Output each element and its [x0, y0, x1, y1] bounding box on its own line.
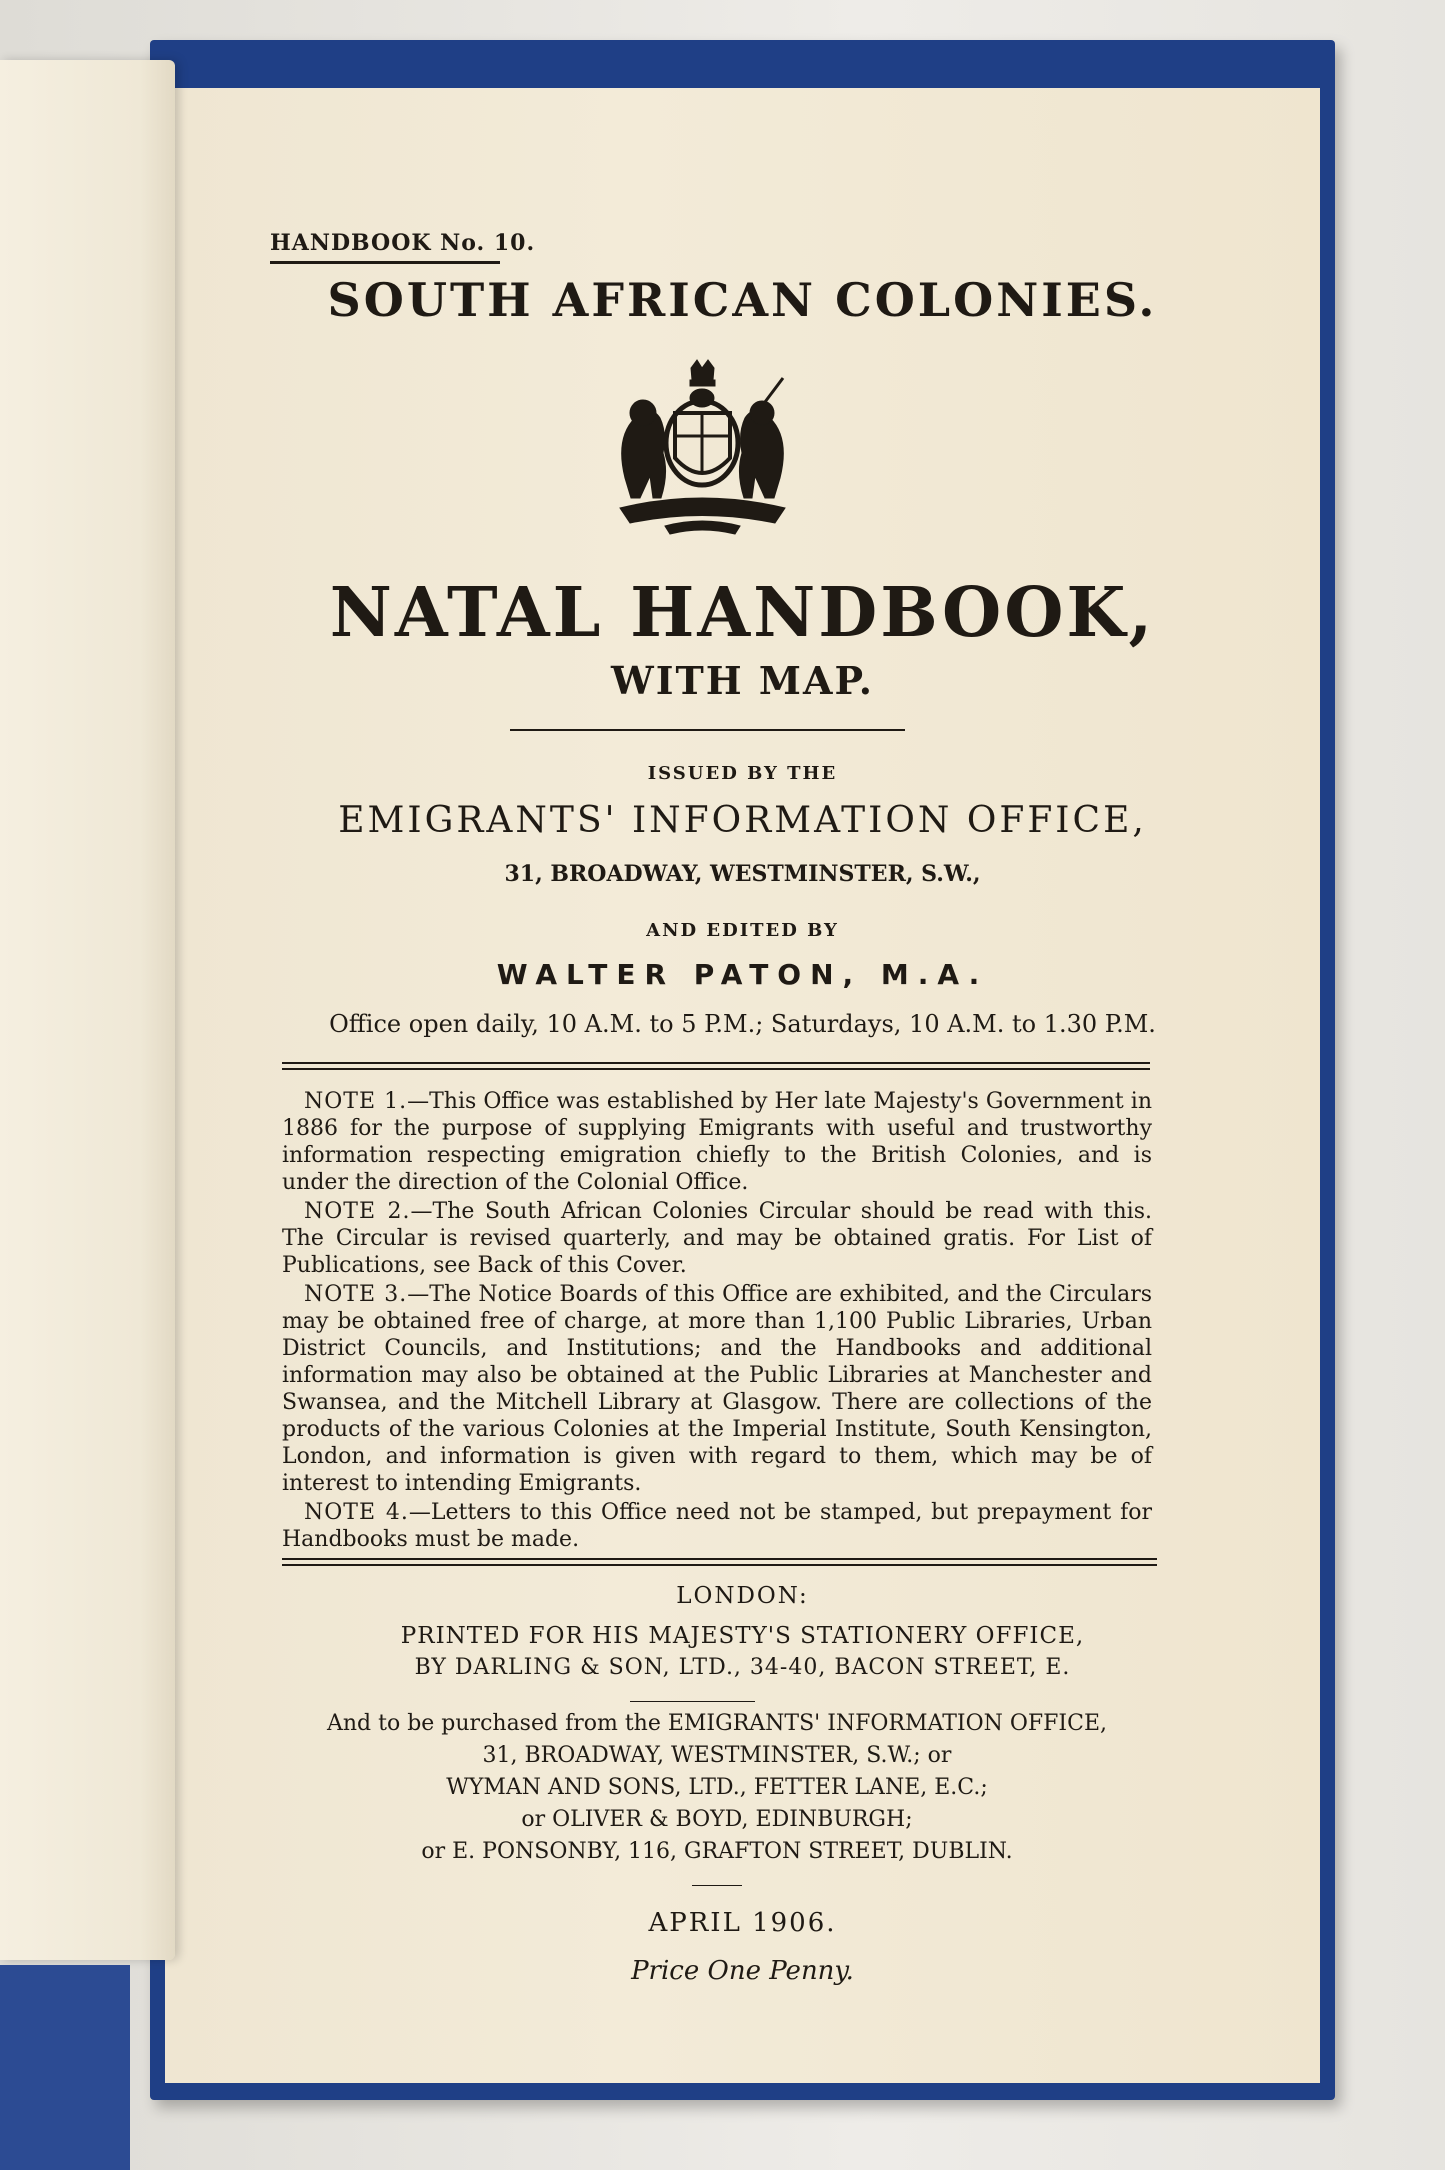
note-3 — [282, 1281, 1152, 1497]
imprint-short-rule — [630, 1701, 755, 1702]
issued-by: ISSUED BY THE — [647, 763, 838, 784]
note-text: —The Notice Boards of this Office are exhibited, and the Circulars may be obtained free of charge, at more than 1,100 Public Libraries, Urban District Councils, and Institutions; and the Handbooks and additional information may also be obtained at the Public Libraries at Manchester and Swansea, and the Mitchell Library at Glasgow. There are collections of the products of the various Colonies at the Imperial Institute, South Kensington, London, and information is given with regard to them, which may be of interest to intending Emigrants. — [282, 1282, 1153, 1496]
note-1 — [282, 1088, 1152, 1196]
printer: BY DARLING & SON, LTD., 34-40, BACON STREET, E. — [414, 1655, 1071, 1680]
note-text: —This Office was established by Her late Majesty's Government in 1886 for the purpose of supplying Emigrants with useful and trustworthy information respecting emigration chiefly to the British Colonies, and is under the direction of the Colonial Office. — [282, 1089, 1152, 1195]
series-title: SOUTH AFRICAN COLONIES. — [327, 273, 1158, 327]
royal-coat-of-arms-icon — [605, 358, 800, 538]
title-page — [165, 88, 1320, 2083]
left-endpaper — [0, 60, 175, 1960]
note-text: —Letters to this Office need not be stamped, but prepayment for Handbooks must be made. — [282, 1500, 1152, 1552]
handbook-underline — [270, 261, 500, 264]
office-hours: Office open daily, 10 A.M. to 5 P.M.; Saturdays, 10 A.M. to 1.30 P.M. — [329, 1010, 1156, 1038]
price: Price One Penny. — [631, 1956, 854, 1986]
notes-top-rule — [282, 1062, 1150, 1064]
notes-section — [282, 1088, 1152, 1555]
subtitle: WITH MAP. — [611, 658, 874, 703]
note-label: NOTE 3. — [304, 1282, 408, 1307]
printed-for: PRINTED FOR HIS MAJESTY'S STATIONERY OFFICE, — [400, 1623, 1085, 1649]
editor-name: WALTER PATON, M.A. — [496, 958, 989, 991]
purchase-info — [282, 1708, 1152, 1868]
note-label: NOTE 4. — [304, 1500, 409, 1525]
office-address: 31, BROADWAY, WESTMINSTER, S.W., — [504, 861, 981, 887]
edited-by: AND EDITED BY — [646, 920, 839, 941]
title-divider — [510, 729, 905, 731]
notes-top-rule-2 — [282, 1068, 1150, 1070]
purchase-line: And to be purchased from the EMIGRANTS' INFORMATION OFFICE, — [327, 1711, 1107, 1736]
imprint-city: LONDON: — [676, 1583, 809, 1609]
date-rule — [692, 1885, 742, 1886]
note-2 — [282, 1198, 1152, 1279]
note-4 — [282, 1499, 1152, 1553]
purchase-line: or E. PONSONBY, 116, GRAFTON STREET, DUBLIN. — [421, 1839, 1013, 1864]
main-title: NATAL HANDBOOK, — [329, 573, 1156, 653]
note-text: —The South African Colonies Circular should be read with this. The Circular is revised quarterly, and may be obtained gratis. For List of Publications, see Back of this Cover. — [282, 1199, 1152, 1278]
publication-date: APRIL 1906. — [648, 1908, 837, 1938]
note-label: NOTE 2. — [304, 1199, 411, 1224]
note-label: NOTE 1. — [304, 1089, 408, 1114]
purchase-line: 31, BROADWAY, WESTMINSTER, S.W.; or — [482, 1743, 952, 1768]
handbook-number: HANDBOOK No. 10. — [270, 230, 536, 256]
imprint-top-rule — [282, 1558, 1157, 1560]
imprint-top-rule-2 — [282, 1564, 1157, 1566]
office-name: EMIGRANTS' INFORMATION OFFICE, — [338, 800, 1147, 841]
purchase-line: or OLIVER & BOYD, EDINBURGH; — [521, 1807, 913, 1832]
spine-cloth — [0, 1965, 130, 2170]
purchase-line: WYMAN AND SONS, LTD., FETTER LANE, E.C.; — [446, 1775, 988, 1800]
